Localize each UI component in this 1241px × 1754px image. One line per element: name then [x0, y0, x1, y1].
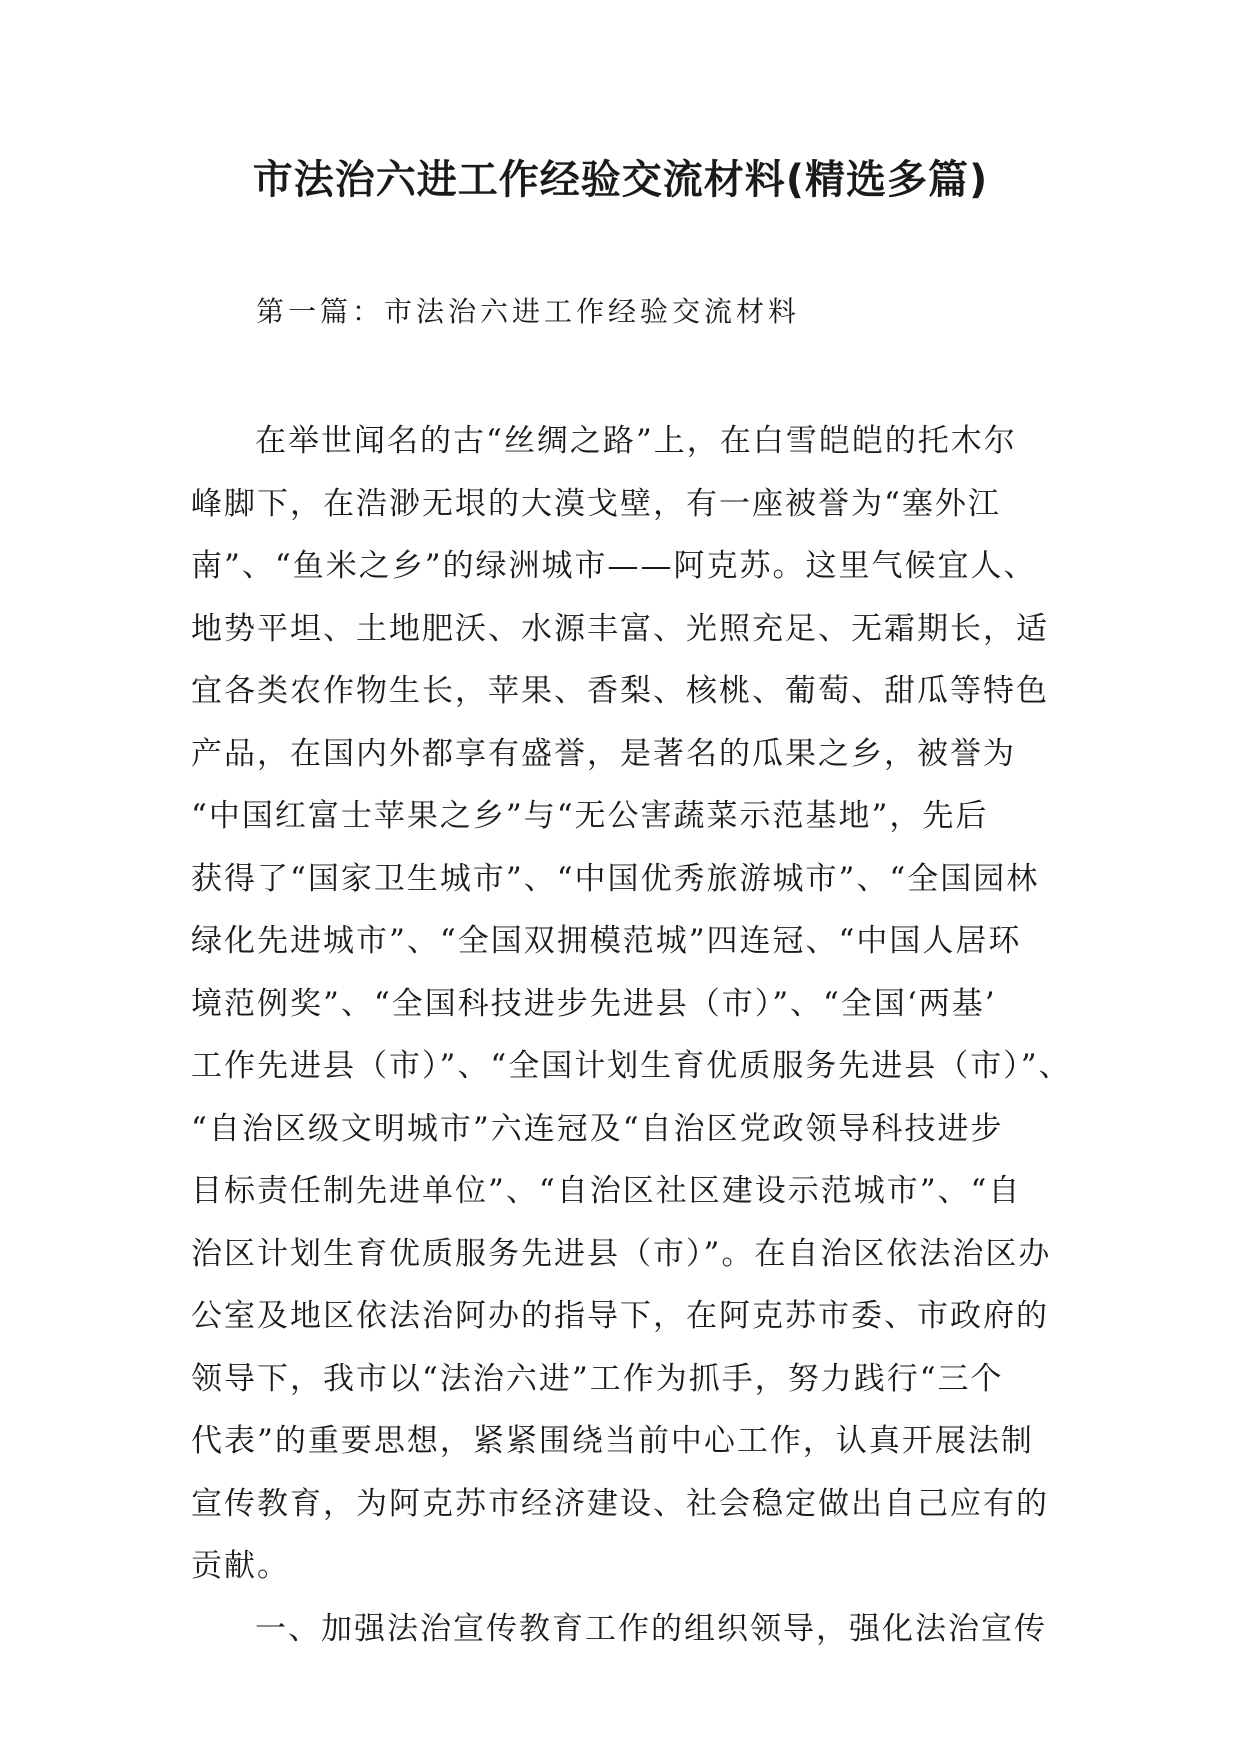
- paragraph-line: 宣传教育，为阿克苏市经济建设、社会稳定做出自己应有的: [191, 1485, 1049, 1522]
- paragraph-line: “自治区级文明城市”六连冠及“自治区党政领导科技进步: [191, 1110, 1004, 1147]
- paragraph-line: 一、加强法治宣传教育工作的组织领导，强化法治宣传: [255, 1610, 1047, 1647]
- paragraph-line: 在举世闻名的古“丝绸之路”上，在白雪皑皑的托木尔: [255, 423, 1017, 459]
- section-heading: 第一篇：市法治六进工作经验交流材料: [256, 295, 801, 328]
- paragraph-line: 绿化先进城市”、“全国双拥模范城”四连冠、“中国人居环: [191, 923, 1022, 959]
- paragraph-line: 目标责任制先进单位”、“自治区社区建设示范城市”、“自: [191, 1173, 1022, 1209]
- paragraph-line: 宜各类农作物生长，苹果、香梨、核桃、葡萄、甜瓜等特色: [191, 673, 1049, 709]
- paragraph-line: 代表”的重要思想，紧紧围绕当前中心工作，认真开展法制: [191, 1423, 1034, 1459]
- paragraph-line: 获得了“国家卫生城市”、“中国优秀旅游城市”、“全国园林: [191, 860, 1040, 897]
- paragraph-line: 贡献。: [191, 1548, 290, 1584]
- paragraph-line: 治区计划生育优质服务先进县（市）”。在自治区依法治区办: [191, 1235, 1052, 1272]
- paragraph-line: 南”、“鱼米之乡”的绿洲城市——阿克苏。这里气候宜人、: [191, 548, 1037, 584]
- paragraph-line: 领导下，我市以“法治六进”工作为抓手，努力践行“三个: [191, 1360, 1004, 1397]
- body-text: [191, 410, 1111, 1660]
- paragraph-line: 境范例奖”、“全国科技进步先进县（市）”、“全国‘两基’: [191, 985, 997, 1022]
- paragraph-line: 公室及地区依法治阿办的指导下，在阿克苏市委、市政府的: [191, 1298, 1049, 1334]
- paragraph-line: 峰脚下，在浩渺无垠的大漠戈壁，有一座被誉为“塞外江: [191, 485, 1001, 522]
- paragraph-line: 地势平坦、土地肥沃、水源丰富、光照充足、无霜期长，适: [191, 610, 1049, 647]
- document-title: 市法治六进工作经验交流材料(精选多篇): [252, 157, 989, 203]
- paragraph-line: 工作先进县（市）”、“全国计划生育优质服务先进县（市）”、: [191, 1048, 1072, 1084]
- paragraph-line: 产品，在国内外都享有盛誉，是著名的瓜果之乡，被誉为: [191, 735, 1016, 772]
- paragraph-line: “中国红富士苹果之乡”与“无公害蔬菜示范基地”，先后: [191, 798, 989, 834]
